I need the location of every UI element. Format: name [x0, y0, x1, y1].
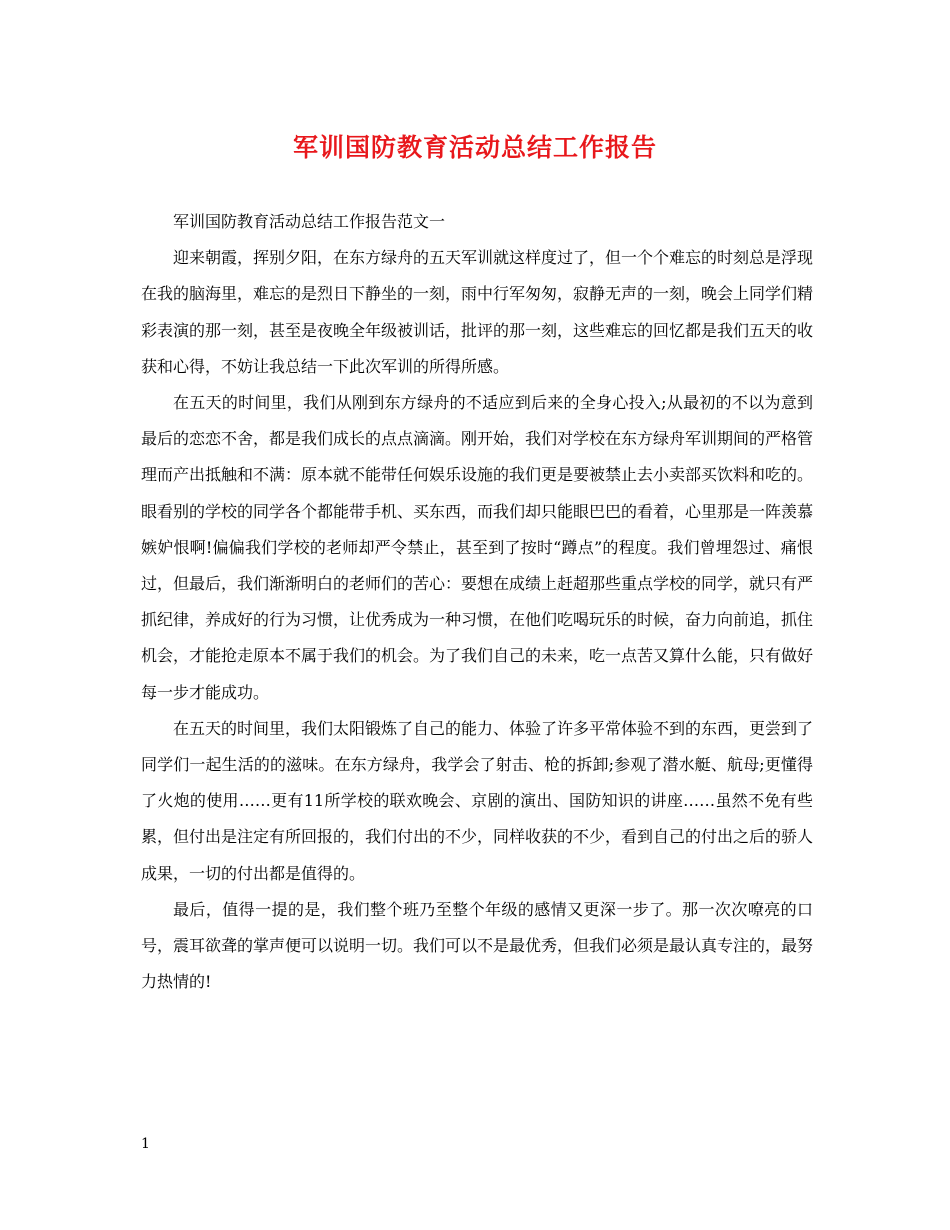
- paragraph-4: 最后，值得一提的是，我们整个班乃至整个年级的感情又更深一步了。那一次次嘹亮的口号，震耳欲聋的掌声便可以说明一切。我们可以不是最优秀，但我们必须是最认真专注的，最努力热情的!: [141, 899, 814, 992]
- document-body: [141, 204, 813, 1000]
- paragraph-1: 迎来朝霞，挥别夕阳，在东方绿舟的五天军训就这样度过了，但一个个难忘的时刻总是浮现在我的脑海里，难忘的是烈日下静坐的一刻，雨中行军匆匆，寂静无声的一刻，晚会上同学们精彩表演的那一刻，甚至是夜晚全年级被训话，批评的那一刻，这些难忘的回忆都是我们五天的收获和心得，不妨让我总结一下此次军训的所得所感。: [141, 248, 814, 376]
- paragraph-2: 在五天的时间里，我们从刚到东方绿舟的不适应到后来的全身心投入;从最初的不以为意到最后的恋恋不舍，都是我们成长的点点滴滴。刚开始，我们对学校在东方绿舟军训期间的严格管理而产出抵触和不满：原本就不能带任何娱乐设施的我们更是要被禁止去小卖部买饮料和吃的。眼看别的学校的同学各个都能带手机、买东西，而我们却只能眼巴巴的看着，心里那是一阵羡慕嫉妒恨啊!偏偏我们学校的老师却严令禁止，甚至到了按时“蹲点”的程度。我们曾埋怨过、痛恨过，但最后，我们渐渐明白的老师们的苦心：要想在成绩上赶超那些重点学校的同学，就只有严抓纪律，养成好的行为习惯，让优秀成为一种习惯，在他们吃喝玩乐的时候，奋力向前追，抓住机会，才能抢走原本不属于我们的机会。为了我们自己的未来，吃一点苦又算什么能，只有做好每一步才能成功。: [141, 393, 814, 702]
- document-subtitle: 军训国防教育活动总结工作报告范文一: [173, 212, 446, 231]
- paragraph-3: 在五天的时间里，我们太阳锻炼了自己的能力、体验了许多平常体验不到的东西，更尝到了同学们一起生活的的滋味。在东方绿舟，我学会了射击、枪的拆卸;参观了潜水艇、航母;更懂得了火炮的使用……更有11所学校的联欢晚会、京剧的演出、国防知识的讲座……虽然不免有些累，但付出是注定有所回报的，我们付出的不少，同样收获的不少，看到自己的付出之后的骄人成果，一切的付出都是值得的。: [141, 718, 814, 883]
- document-title: 军训国防教育活动总结工作报告: [292, 133, 657, 162]
- page-number: 1: [141, 1136, 150, 1152]
